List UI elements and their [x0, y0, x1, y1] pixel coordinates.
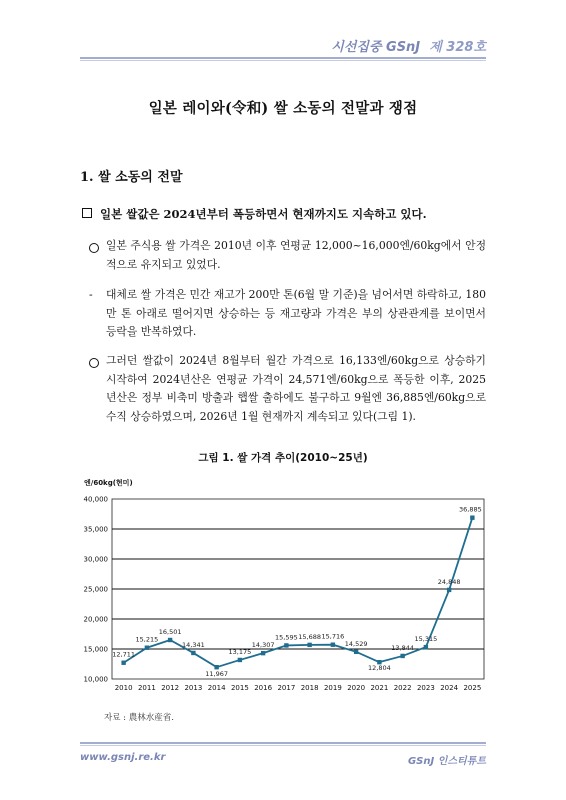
data-label: 14,307 [251, 641, 275, 650]
data-label: 11,967 [205, 670, 228, 679]
footer-institute: GSnJ 인스티튜트 [407, 756, 486, 767]
data-label: 15,688 [298, 632, 321, 641]
footer-divider-thin [80, 745, 486, 746]
paragraph-2 [89, 286, 486, 346]
x-tick-label: 2013 [184, 684, 203, 692]
issue-number: 제 328호 [429, 40, 486, 55]
data-point [470, 515, 474, 519]
publication-name: 시선집중 GSnJ [331, 40, 421, 55]
data-point [354, 650, 358, 654]
x-tick-label: 2014 [207, 684, 226, 692]
x-tick-label: 2020 [347, 684, 366, 692]
data-label: 36,885 [459, 505, 482, 514]
data-label: 12,711 [112, 650, 135, 659]
data-point [307, 643, 311, 647]
section-title: 1. 쌀 소동의 전말 [80, 170, 183, 185]
data-label: 13,175 [228, 647, 252, 656]
paragraph-1-text: 일본 주식용 쌀 가격은 2010년 이후 연평균 12,000~16,000엔/60kg에서 안정적으로 유지되고 있었다. [106, 239, 486, 271]
data-label: 15,315 [414, 635, 438, 644]
y-tick-label: 35,000 [83, 525, 108, 534]
x-tick-label: 2023 [416, 684, 435, 692]
x-tick-label: 2019 [323, 684, 342, 692]
x-tick-label: 2024 [440, 684, 459, 692]
y-tick-label: 20,000 [83, 615, 108, 624]
y-axis-label: 엔/60kg(현미) [84, 479, 133, 487]
series-line [124, 518, 473, 668]
data-point [121, 661, 125, 665]
paragraph-3-text: 그러던 쌀값이 2024년 8월부터 월간 가격으로 16,133엔/60kg으로 상승하기 시작하여 2024년산은 연평균 가격이 24,571엔/60kg으로 폭등한 이후, 2025년산은 정부 비축미 방출과 햅쌀 출하에도 불구하고 9월엔 36,885엔/60kg으로 수직 상승하였으며, 2026년 1월 현재까지 계속되고 있다(그림 1). [106, 354, 486, 423]
dash-bullet: - [89, 288, 93, 301]
data-label: 15,595 [275, 633, 298, 642]
data-point [145, 646, 149, 650]
data-point [400, 654, 404, 658]
data-label: 14,341 [182, 640, 205, 649]
x-tick-label: 2010 [114, 684, 133, 692]
data-label: 13,844 [391, 643, 414, 652]
square-bullet-icon [82, 208, 92, 218]
x-tick-label: 2015 [230, 684, 249, 692]
x-tick-label: 2018 [300, 684, 319, 692]
data-point [284, 643, 288, 647]
data-point [331, 643, 335, 647]
y-tick-label: 15,000 [83, 645, 108, 654]
paragraph-1 [89, 237, 486, 277]
data-label: 16,501 [158, 627, 182, 636]
data-label: 12,804 [368, 664, 391, 673]
data-label: 15,215 [135, 635, 159, 644]
circle-bullet-icon [89, 356, 99, 375]
footer-website: www.gsnj.re.kr [80, 752, 166, 763]
x-tick-label: 2016 [254, 684, 273, 692]
x-tick-label: 2011 [137, 684, 156, 692]
header-divider-thin [80, 60, 486, 61]
y-tick-label: 40,000 [83, 495, 108, 504]
data-label: 14,529 [344, 639, 368, 648]
circle-bullet-icon [89, 241, 99, 260]
chart-svg [80, 472, 500, 702]
y-tick-label: 30,000 [83, 555, 108, 564]
data-point [214, 665, 218, 669]
headline-bullet-text: 일본 쌀값은 2024년부터 폭등하면서 현재까지도 지속하고 있다. [100, 207, 427, 221]
document-title: 일본 레이와(令和) 쌀 소동의 전말과 쟁점 [148, 100, 418, 117]
paragraph-3 [89, 352, 486, 432]
y-tick-label: 10,000 [83, 675, 108, 684]
header-publication-title [331, 36, 486, 55]
x-tick-label: 2021 [370, 684, 389, 692]
y-tick-label: 25,000 [83, 585, 108, 594]
data-point [191, 651, 195, 655]
data-label: 24,848 [437, 577, 461, 586]
header-divider [80, 57, 486, 59]
x-tick-label: 2012 [161, 684, 180, 692]
rice-price-chart [80, 472, 500, 702]
x-tick-label: 2017 [277, 684, 296, 692]
figure-caption: 그림 1. 쌀 가격 추이(2010~25년) [198, 452, 368, 464]
data-point [447, 588, 451, 592]
headline-bullet [82, 206, 427, 222]
paragraph-2-text: 대체로 쌀 가격은 민간 재고가 200만 톤(6월 말 기준)을 넘어서면 하락하고, 180만 톤 아래로 떨어지면 상승하는 등 재고량과 가격은 부의 상관관계를 보이면서 등락을 반복하였다. [106, 288, 486, 338]
footer-divider [80, 742, 486, 744]
x-tick-label: 2022 [393, 684, 412, 692]
data-point [261, 651, 265, 655]
source-note: 자료 : 農林水産省. [104, 713, 174, 723]
data-point [238, 658, 242, 662]
x-tick-label: 2025 [463, 684, 482, 692]
data-point [168, 638, 172, 642]
data-label: 15,716 [321, 632, 345, 641]
data-point [424, 645, 428, 649]
